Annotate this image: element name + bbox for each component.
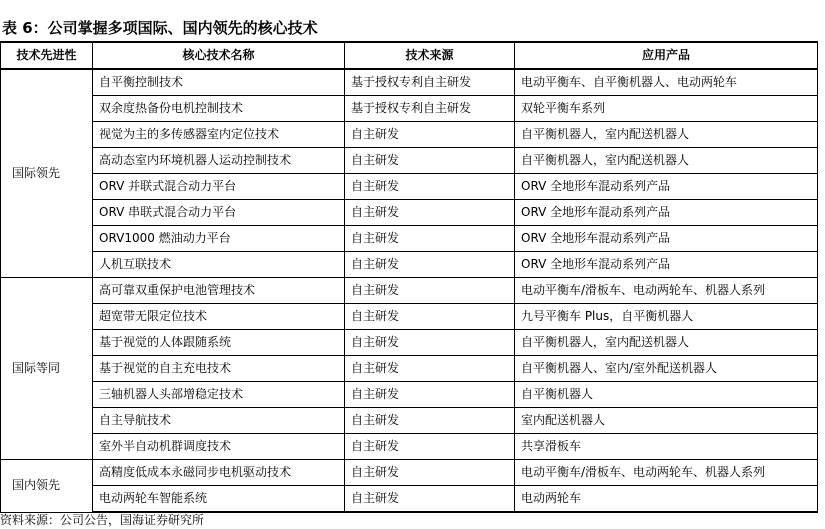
table-row xyxy=(1,434,818,460)
table-row xyxy=(1,148,818,174)
application-product-cell: 电动平衡车/滑板车、电动两轮车、机器人系列 xyxy=(515,460,818,486)
technology-name-cell: 电动两轮车智能系统 xyxy=(93,486,345,513)
table-row xyxy=(1,122,818,148)
table-row xyxy=(1,382,818,408)
table-caption: 表 6：公司掌握多项国际、国内领先的核心技术 xyxy=(2,19,318,37)
technology-name-cell: 室外半自动机群调度技术 xyxy=(93,434,345,460)
application-product-cell: ORV 全地形车混动系列产品 xyxy=(515,200,818,226)
header-application-product: 应用产品 xyxy=(515,42,818,69)
application-product-cell: ORV 全地形车混动系列产品 xyxy=(515,174,818,200)
technology-source-cell: 自主研发 xyxy=(345,382,515,408)
application-product-cell: 九号平衡车 Plus，自平衡机器人 xyxy=(515,304,818,330)
technology-source-cell: 自主研发 xyxy=(345,304,515,330)
technology-source-cell: 自主研发 xyxy=(345,174,515,200)
table-row xyxy=(1,278,818,304)
application-product-cell: 电动平衡车/滑板车、电动两轮车、机器人系列 xyxy=(515,278,818,304)
table-header-row xyxy=(1,42,818,69)
table-row xyxy=(1,330,818,356)
table-row xyxy=(1,486,818,513)
technology-name-cell: 自主导航技术 xyxy=(93,408,345,434)
technology-name-cell: 视觉为主的多传感器室内定位技术 xyxy=(93,122,345,148)
application-product-cell: 自平衡机器人 xyxy=(515,382,818,408)
header-technology-name: 核心技术名称 xyxy=(93,42,345,69)
technology-source-cell: 自主研发 xyxy=(345,460,515,486)
table-row xyxy=(1,96,818,122)
table-row xyxy=(1,69,818,96)
header-technology-source: 技术来源 xyxy=(345,42,515,69)
application-product-cell: 电动两轮车 xyxy=(515,486,818,513)
source-note: 资料来源：公司公告，国海证券研究所 xyxy=(0,513,205,527)
technology-name-cell: 基于视觉的自主充电技术 xyxy=(93,356,345,382)
technology-name-cell: 超宽带无限定位技术 xyxy=(93,304,345,330)
technology-name-cell: 自平衡控制技术 xyxy=(93,69,345,96)
technology-source-cell: 自主研发 xyxy=(345,252,515,278)
technology-name-cell: 人机互联技术 xyxy=(93,252,345,278)
application-product-cell: 自平衡机器人，室内配送机器人 xyxy=(515,122,818,148)
technology-name-cell: 高可靠双重保护电池管理技术 xyxy=(93,278,345,304)
table-row xyxy=(1,460,818,486)
technology-name-cell: ORV 串联式混合动力平台 xyxy=(93,200,345,226)
application-product-cell: 自平衡机器人，室内配送机器人 xyxy=(515,148,818,174)
advancement-level-cell: 国际领先 xyxy=(1,69,93,278)
application-product-cell: 自平衡机器人，室内配送机器人 xyxy=(515,330,818,356)
table-row xyxy=(1,200,818,226)
table-row xyxy=(1,356,818,382)
technology-source-cell: 自主研发 xyxy=(345,278,515,304)
technology-source-cell: 自主研发 xyxy=(345,486,515,513)
technology-name-cell: 高精度低成本永磁同步电机驱动技术 xyxy=(93,460,345,486)
table-row xyxy=(1,304,818,330)
technology-source-cell: 自主研发 xyxy=(345,330,515,356)
application-product-cell: ORV 全地形车混动系列产品 xyxy=(515,252,818,278)
advancement-level-cell: 国际等同 xyxy=(1,278,93,460)
table-row xyxy=(1,252,818,278)
table-row xyxy=(1,226,818,252)
technology-name-cell: ORV 并联式混合动力平台 xyxy=(93,174,345,200)
technology-name-cell: ORV1000 燃油动力平台 xyxy=(93,226,345,252)
technology-source-cell: 自主研发 xyxy=(345,226,515,252)
technology-source-cell: 基于授权专利自主研发 xyxy=(345,69,515,96)
core-technology-table xyxy=(0,41,818,513)
application-product-cell: ORV 全地形车混动系列产品 xyxy=(515,226,818,252)
technology-name-cell: 基于视觉的人体跟随系统 xyxy=(93,330,345,356)
application-product-cell: 自平衡机器人、室内/室外配送机器人 xyxy=(515,356,818,382)
technology-source-cell: 自主研发 xyxy=(345,122,515,148)
technology-source-cell: 自主研发 xyxy=(345,434,515,460)
table-row xyxy=(1,174,818,200)
application-product-cell: 双轮平衡车系列 xyxy=(515,96,818,122)
technology-name-cell: 三轴机器人头部增稳定技术 xyxy=(93,382,345,408)
header-advancement: 技术先进性 xyxy=(1,42,93,69)
technology-source-cell: 自主研发 xyxy=(345,200,515,226)
technology-name-cell: 高动态室内环境机器人运动控制技术 xyxy=(93,148,345,174)
application-product-cell: 共享滑板车 xyxy=(515,434,818,460)
technology-source-cell: 自主研发 xyxy=(345,148,515,174)
application-product-cell: 电动平衡车、自平衡机器人、电动两轮车 xyxy=(515,69,818,96)
table-row xyxy=(1,408,818,434)
technology-source-cell: 自主研发 xyxy=(345,356,515,382)
technology-source-cell: 自主研发 xyxy=(345,408,515,434)
advancement-level-cell: 国内领先 xyxy=(1,460,93,513)
application-product-cell: 室内配送机器人 xyxy=(515,408,818,434)
technology-name-cell: 双余度热备份电机控制技术 xyxy=(93,96,345,122)
technology-source-cell: 基于授权专利自主研发 xyxy=(345,96,515,122)
table-body xyxy=(1,69,818,512)
